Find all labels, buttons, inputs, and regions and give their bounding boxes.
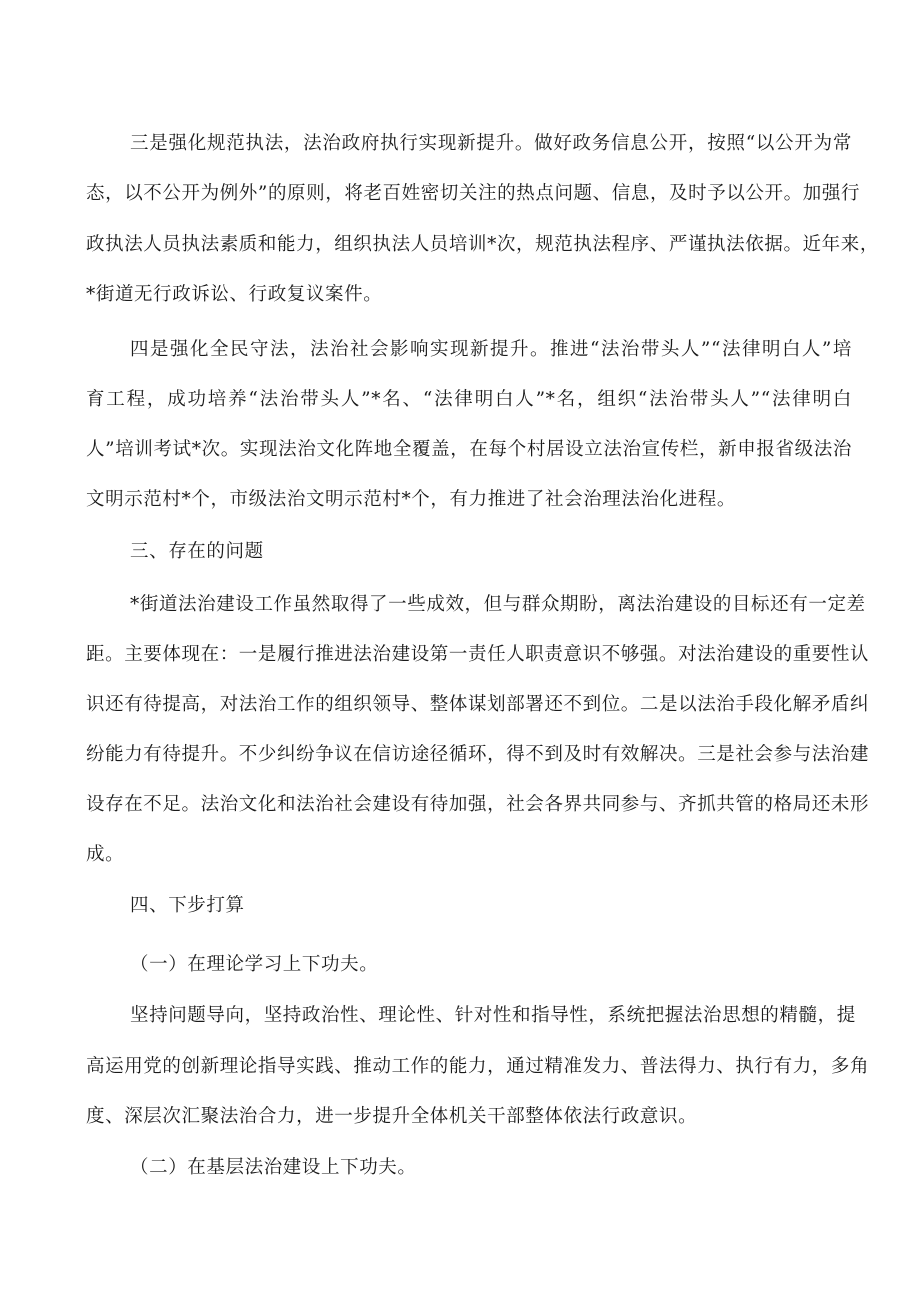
section-heading-next-steps: 四、下步打算 <box>130 895 245 916</box>
para3-line3: 识还有待提高，对法治工作的组织领导、整体谋划部署还不到位。二是以法治手段化解矛盾纠 <box>86 694 870 715</box>
para2-line4: 文明示范村*个，市级法治文明示范村*个，有力推进了社会治理法治化进程。 <box>86 489 737 510</box>
para1-line4: *街道无行政诉讼、行政复议案件。 <box>86 284 383 305</box>
subheading-2: （二）在基层法治建设上下功夫。 <box>130 1157 417 1178</box>
para1-line2: 态，以不公开为例外”的原则，将老百姓密切关注的热点问题、信息，及时予以公开。加强行 <box>86 183 861 204</box>
para1-line1: 三是强化规范执法，法治政府执行实现新提升。做好政务信息公开，按照“以公开为常 <box>130 133 852 154</box>
subheading-1: （一）在理论学习上下功夫。 <box>130 954 379 975</box>
para2-line1: 四是强化全民守法，法治社会影响实现新提升。推进“法治带头人”“法律明白人”培 <box>130 339 852 360</box>
para4-line1: 坚持问题导向，坚持政治性、理论性、针对性和指导性，系统把握法治思想的精髓，提 <box>130 1005 856 1026</box>
para3-line1: *街道法治建设工作虽然取得了一些成效，但与群众期盼，离法治建设的目标还有一定差 <box>130 594 866 615</box>
para3-line6: 成。 <box>86 844 125 865</box>
para3-line2: 距。主要体现在：一是履行推进法治建设第一责任人职责意识不够强。对法治建设的重要性认 <box>86 644 870 665</box>
section-heading-problems: 三、存在的问题 <box>130 541 264 562</box>
para4-line3: 度、深层次汇聚法治合力，进一步提升全体机关干部整体依法行政意识。 <box>86 1106 698 1127</box>
para2-line3: 人”培训考试*次。实现法治文化阵地全覆盖，在每个村居设立法治宣传栏，新申报省级法治 <box>86 439 852 460</box>
para4-line2: 高运用党的创新理论指导实践、推动工作的能力，通过精准发力、普法得力、执行有力，多角 <box>86 1056 870 1077</box>
para1-line3: 政执法人员执法素质和能力，组织执法人员培训*次，规范执法程序、严谨执法依据。近年来， <box>86 234 879 255</box>
para2-line2: 育工程，成功培养“法治带头人”*名、“法律明白人”*名，组织“法治带头人”“法律明白 <box>86 389 852 410</box>
para3-line5: 设存在不足。法治文化和法治社会建设有待加强，社会各界共同参与、齐抓共管的格局还未形 <box>86 794 870 815</box>
para3-line4: 纷能力有待提升。不少纠纷争议在信访途径循环，得不到及时有效解决。三是社会参与法治建 <box>86 744 870 765</box>
